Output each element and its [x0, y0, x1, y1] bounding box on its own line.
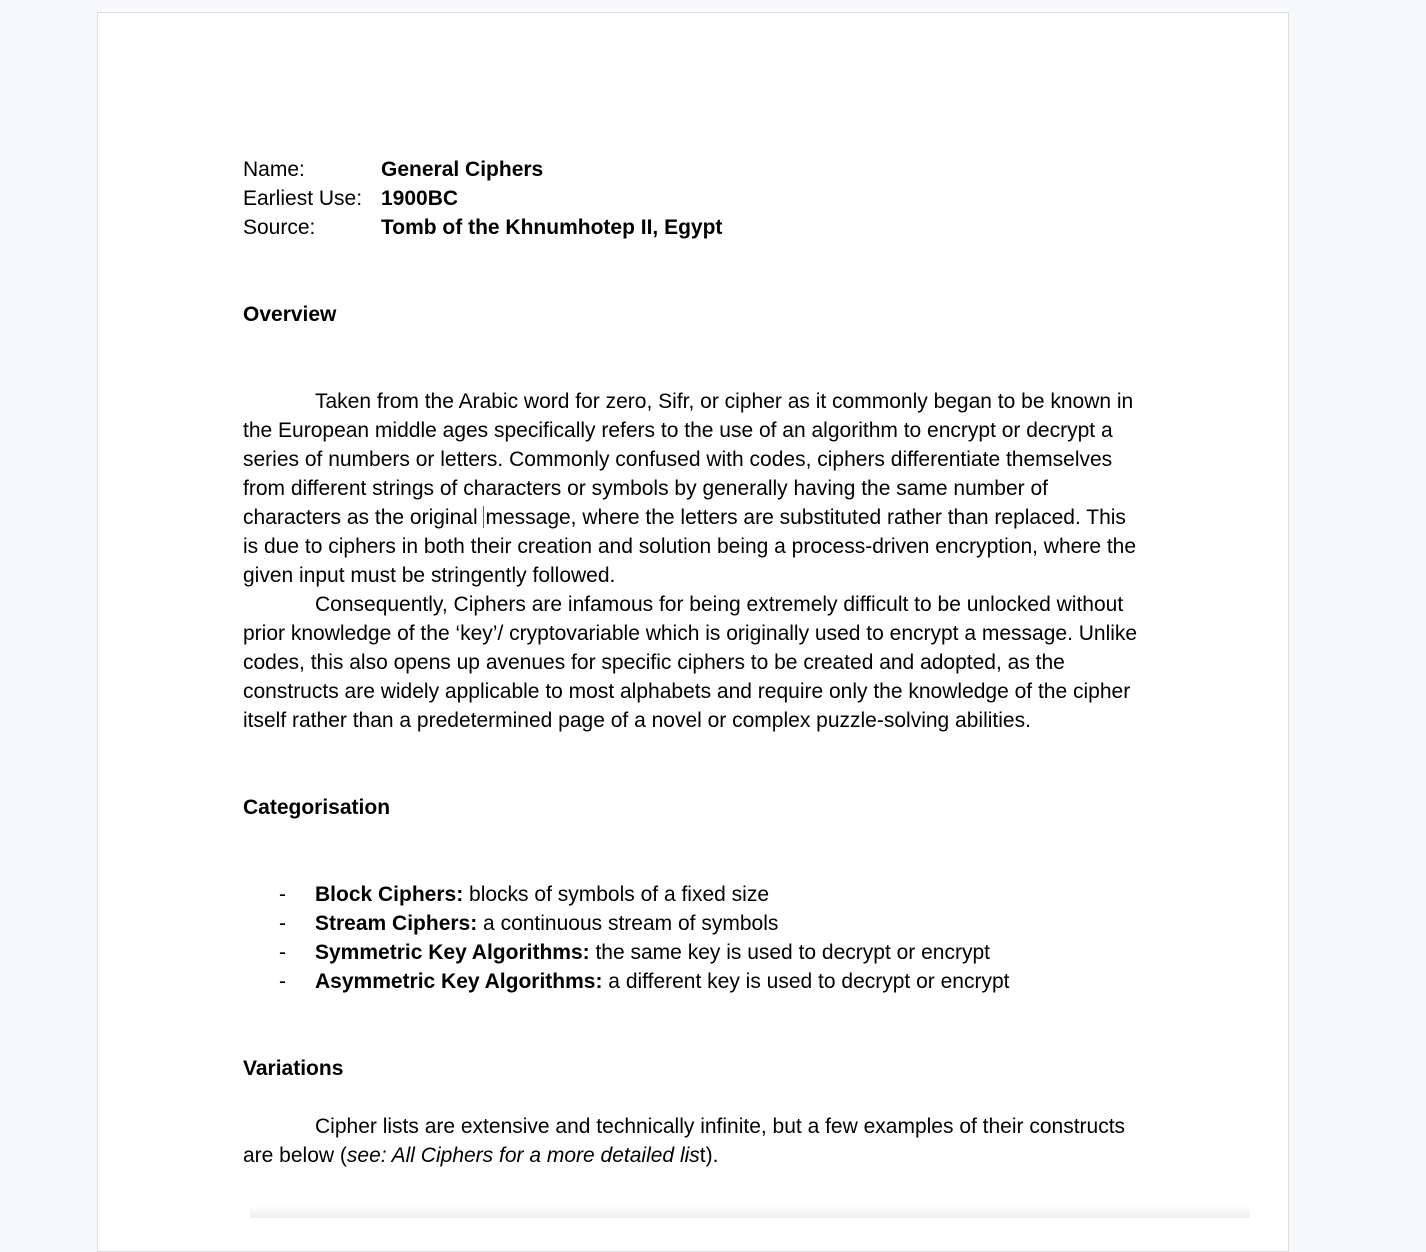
meta-source-row [243, 213, 1143, 242]
variations-paragraph [243, 1112, 1143, 1170]
list-item-desc: a continuous stream of symbols [477, 912, 779, 935]
list-item-term: Stream Ciphers: [315, 912, 478, 935]
variations-text-italic: see: All Ciphers for a more detailed lis [346, 1144, 700, 1167]
meta-source-value: Tomb of the Khnumhotep II, Egypt [381, 216, 723, 239]
meta-earliest-value: 1900BC [381, 187, 459, 210]
variations-heading: Variations [243, 1057, 344, 1080]
meta-earliest-row [243, 184, 1143, 213]
list-item-term: Block Ciphers: [315, 883, 464, 906]
list-item-desc: blocks of symbols of a fixed size [463, 883, 769, 906]
overview-p1-text-a: Taken from the Arabic word for zero, Sifr, or cipher as it commonly began to be known in the European middle ages specifically refers to the use of an algorithm to encrypt or decrypt a series of numbers or letters. Commonly confused with codes, ciphers differentiate themselves from different strings of characters or symbols by generally having the same number of characters as the original [243, 390, 1134, 529]
categorisation-list [243, 880, 1143, 996]
list-item-desc: the same key is used to decrypt or encrypt [589, 941, 990, 964]
variations-text-start: Cipher lists are extensive and technically infinite, but a few examples of their constructs are below ( [243, 1115, 1126, 1167]
list-dash: - [279, 912, 286, 935]
meta-name-value: General Ciphers [381, 158, 544, 181]
variations-text-end: t). [699, 1144, 719, 1167]
list-item [243, 880, 1143, 909]
list-dash: - [279, 970, 286, 993]
meta-name-row [243, 155, 1143, 184]
document-body[interactable] [243, 155, 1143, 1170]
list-item-term: Asymmetric Key Algorithms: [315, 970, 603, 993]
meta-source-label: Source: [243, 216, 316, 239]
overview-p1-text-b: message, where the letters are substituted rather than replaced. This is due to ciphers in both their creation and solution being a process-driven encryption, where the given input must be stringently followed. [243, 506, 1137, 587]
list-dash: - [279, 883, 286, 906]
bottom-shadow [250, 1205, 1250, 1218]
overview-paragraph-2: Consequently, Ciphers are infamous for being extremely difficult to be unlocked without prior knowledge of the ‘key’/ cryptovariable which is originally used to encrypt a message. Unlike codes, this also opens up avenues for specific ciphers to be created and adopted, as the constructs are widely applicable to most alphabets and require only the knowledge of the cipher itself rather than a predetermined page of a novel or complex puzzle-solving abilities. [243, 593, 1138, 732]
meta-earliest-label: Earliest Use: [243, 187, 363, 210]
categorisation-heading: Categorisation [243, 796, 391, 819]
overview-paragraph-1 [243, 387, 1143, 590]
list-item-term: Symmetric Key Algorithms: [315, 941, 590, 964]
list-item [243, 967, 1143, 996]
document-page [97, 12, 1289, 1252]
list-item [243, 909, 1143, 938]
meta-name-label: Name: [243, 158, 305, 181]
list-item [243, 938, 1143, 967]
list-dash: - [279, 941, 286, 964]
overview-heading: Overview [243, 303, 337, 326]
list-item-desc: a different key is used to decrypt or encrypt [602, 970, 1010, 993]
